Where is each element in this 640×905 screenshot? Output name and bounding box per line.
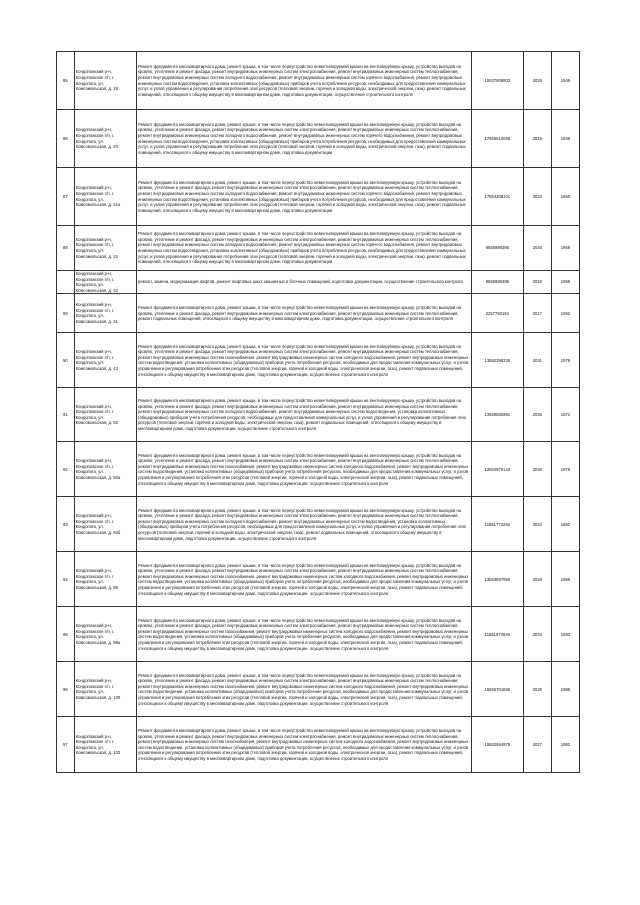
address-line: Кондопожское г/п, г. [75,74,115,80]
planned-year: 2019 [523,271,551,294]
works-description: Ремонт фундамента многоквартирного дома, ремонт крыши, в том числе переустройство невентилируемой крыши на вентилируемую крышу, устройство выходов на кровлю, утепление и ремонт фасада, ремонт внутридомовых инженерных систем электроснабжения, ремонт внутридомовых инженерных систем теплоснабжения, ремонт внутридомовых инженерных систем холодного водоснабжения, ремонт внутридомовых инженерных систем горячего водоснабжения, ремонт внутридомовых инженерных систем водоотведения, установка коллективных (общедомовых) приборов учета потребления ресурсов, необходимых для предоставления коммунальных услуг, и узлов управления и регулирования потребления этих ресурсов (тепловой энергии, горячей и холодной воды, электрической энергии, газа), ремонт подвальных помещений, относящихся к общему имуществу в многоквартирном доме, подготовка документации [137,226,472,271]
row-number: 93 [57,497,75,552]
build-year: 1950 [551,168,579,226]
row-number: 96 [57,662,75,717]
build-year: 1952 [551,294,579,333]
planned-year: 2019 [523,110,551,168]
row-number: 85 [57,52,75,110]
planned-year: 2023 [523,168,551,226]
works-description: ремонт, замена, модернизация лифтов, ремонт лифтовых шахт, машинных и блочных помещений, подготовка документации, осуществление строительного контроля [137,271,472,294]
address-line: Кондопожский р-н, [75,271,112,276]
cost-value: 15552994979 [471,717,523,773]
repair-program-table [56,51,580,773]
works-description: Ремонт фундамента многоквартирного дома, ремонт крыши, в том числе переустройство невентилируемой крыши на вентилируемую крышу, устройство выходов на кровлю, утепление и ремонт фасада, ремонт внутридомовых инженерных систем электроснабжения, ремонт внутридомовых инженерных систем теплоснабжения, ремонт внутридомовых инженерных систем холодного водоснабжения, ремонт внутридомовых инженерных систем горячего водоснабжения, ремонт внутридомовых инженерных систем водоотведения, установка коллективных (общедомовых) приборов учета потребления ресурсов, необходимых для предоставления коммунальных услуг, и узлов управления и регулирования потребления этих ресурсов (тепловой энергии, горячей и холодной воды, электрической энергии, газа), ремонт подвальных помещений, относящихся к общему имуществу в многоквартирном доме, подготовка документации [137,110,472,168]
cost-value: 11551773256 [471,497,523,552]
address-line: Кондопога, ул. [75,414,104,420]
address-line: Комсомольская, д. 31 [75,318,118,324]
row-number: 97 [57,717,75,773]
cost-value: 13553887955 [471,552,523,607]
planned-year: 2034 [523,497,551,552]
table-row [57,168,580,226]
address-line: Кондопога, ул. [75,744,104,750]
address-line: Кондопожский р-н, [75,349,112,355]
address-line: Кондопога, ул. [75,196,104,202]
row-number: 86 [57,110,75,168]
address-line: Кондопожское г/п, г. [75,628,115,634]
table-row [57,442,580,497]
table-row [57,226,580,271]
row-number: 91 [57,388,75,442]
table-body [57,52,580,773]
address-line: Кондопога, ул. [75,138,104,144]
row-number: 95 [57,607,75,662]
cost-value: 13592398236 [471,333,523,388]
cost-value: 15537908803 [471,52,523,110]
address-line: Кондопога, ул. [75,579,104,585]
build-year: 1959 [551,552,579,607]
address-line: Комсомольская, д. 20 [75,144,118,150]
address-line: Кондопога, ул. [75,360,104,366]
address-cell [74,388,136,442]
address-line: Кондопожский р-н, [75,403,112,409]
build-year: 1983 [551,607,579,662]
row-number: 88 [57,226,75,271]
table-row [57,717,580,773]
address-line: Комсомольская, д. 102 [75,750,121,756]
works-description: Ремонт фундамента многоквартирного дома, ремонт крыши, в том числе переустройство невентилируемой крыши на вентилируемую крышу, устройство выходов на кровлю, утепление и ремонт фасада, ремонт внутридомовых инженерных систем электроснабжения, ремонт внутридомовых инженерных систем теплоснабжения, ремонт внутридомовых инженерных систем газоснабжения, ремонт внутридомовых инженерных систем холодного водоснабжения, ремонт внутридомовых инженерных систем водоотведения, установка коллективных (общедомовых) приборов учета потребления ресурсов, необходимых для предоставления коммунальных услуг, и узлов управления и регулирования потребления этих ресурсов (тепловой энергии, горячей и холодной воды, электрической энергии, газа), ремонт подвальных помещений, относящихся к общему имуществу в многоквартирном доме, подготовка документации, осуществление строительного контроля [137,662,472,717]
address-cell [74,226,136,271]
row-number [57,271,75,294]
row-number: 87 [57,168,75,226]
address-line: Кондопога, ул. [75,248,104,253]
address-line: Комсомольская, д. 92б [75,529,121,535]
address-line: Кондопога, ул. [75,689,104,695]
build-year: 1959 [551,226,579,271]
address-line: Кондопожский р-н, [75,513,112,519]
address-line: Комсомольская, д. 22 [75,287,118,293]
address-line: Комсомольская, д. 92а [75,474,121,480]
cost-value: 13562978143 [471,442,523,497]
address-cell [74,662,136,717]
address-cell [74,168,136,226]
table-row [57,52,580,110]
table-row [57,333,580,388]
address-line: Кондопожское г/п, г. [75,409,115,415]
build-year: 1949 [551,52,579,110]
address-cell [74,110,136,168]
row-number: 94 [57,552,75,607]
works-description: Ремонт фундамента многоквартирного дома, ремонт крыши, в том числе переустройство невентилируемой крыши на вентилируемую крышу, устройство выходов на кровлю, утепление и ремонт фасада, ремонт внутридомовых инженерных систем электроснабжения, ремонт внутридомовых инженерных систем теплоснабжения, ремонт внутридомовых инженерных систем газоснабжения, ремонт внутридомовых инженерных систем холодного водоснабжения, ремонт внутридомовых инженерных систем водоотведения, установка коллективных (общедомовых) приборов учета потребления ресурсов, необходимых для предоставления коммунальных услуг, и узлов управления и регулирования потребления этих ресурсов (тепловой энергии, горячей и холодной воды, электрической энергии, газа), ремонт подвальных помещений, относящихся к общему имуществу в многоквартирном доме, подготовка документации, осуществление строительного контроля [137,333,472,388]
build-year: 1959 [551,271,579,294]
address-line: Кондопога, ул. [75,634,104,640]
planned-year: 2026 [523,52,551,110]
address-cell [74,717,136,773]
build-year: 1948 [551,110,579,168]
cost-value: 15555701865 [471,662,523,717]
address-line: Кондопожское г/п, г. [75,276,115,282]
address-line: Кондопожский р-н, [75,302,112,308]
address-line: Комсомольская, д. 21а [75,202,121,208]
planned-year: 2027 [523,717,551,773]
cost-value: 17554208101 [471,168,523,226]
table-row [57,497,580,552]
address-line: Кондопожский р-н, [75,458,112,464]
works-description: Ремонт фундамента многоквартирного дома, ремонт крыши, в том числе переустройство невентилируемой крыши на вентилируемую крышу, устройство выходов на кровлю, утепление и ремонт фасада, ремонт внутридомовых инженерных систем электроснабжения, ремонт внутридомовых инженерных систем теплоснабжения, ремонт внутридомовых инженерных систем холодного водоснабжения, ремонт внутридомовых инженерных систем водоотведения, установка коллективных (общедомовых) приборов учета потребления ресурсов, необходимых для предоставления коммунальных услуг, и узлов управления и регулирования потребления этих ресурсов (тепловой энергии, горячей и холодной воды, электрической энергии, газа), ремонт подвальных помещений, относящихся к общему имуществу в многоквартирном доме, подготовка документации, осуществление строительного контроля [137,497,472,552]
address-line: Кондопожский р-н, [75,623,112,629]
works-description: Ремонт фундамента многоквартирного дома, ремонт крыши, в том числе переустройство невентилируемой крыши на вентилируемую крышу, устройство выходов на кровлю, утепление и ремонт фасада, ремонт внутридомовых инженерных систем электроснабжения, ремонт внутридомовых инженерных систем теплоснабжения, ремонт внутридомовых инженерных систем газоснабжения, ремонт внутридомовых инженерных систем холодного водоснабжения, ремонт внутридомовых инженерных систем водоотведения, установка коллективных (общедомовых) приборов учета потребления ресурсов, необходимых для предоставления коммунальных услуг, и узлов управления и регулирования потребления этих ресурсов (тепловой энергии, горячей и холодной воды, электрической энергии, газа), ремонт подвальных помещений, относящихся к общему имуществу в многоквартирном доме, подготовка документации, осуществление строительного контроля [137,442,472,497]
works-description: Ремонт фундамента многоквартирного дома, ремонт крыши, в том числе переустройство невентилируемой крыши на вентилируемую крышу, устройство выходов на кровлю, утепление и ремонт фасада, ремонт внутридомовых инженерных систем электроснабжения, ремонт внутридомовых инженерных систем теплоснабжения, ремонт внутридомовых инженерных систем газоснабжения, ремонт внутридомовых инженерных систем холодного водоснабжения, ремонт внутридомовых инженерных систем водоотведения, установка коллективных (общедомовых) приборов учета потребления ресурсов, необходимых для предоставления коммунальных услуг, и узлов управления и регулирования потребления этих ресурсов (тепловой энергии, горячей и холодной воды, электрической энергии, газа), ремонт подвальных помещений, относящихся к общему имуществу в многоквартирном доме, подготовка документации, осуществление строительного контроля [137,607,472,662]
planned-year: 2034 [523,607,551,662]
address-line: Кондопожский р-н, [75,69,112,75]
address-line: Кондопожское г/п, г. [75,242,115,248]
address-line: Комсомольская, д. 22 [75,253,118,259]
address-line: Кондопожское г/п, г. [75,307,115,313]
address-line: Кондопога, ул. [75,80,104,86]
build-year: 1983 [551,717,579,773]
build-year: 1985 [551,662,579,717]
planned-year: 2040 [523,226,551,271]
address-line: Кондопога, ул. [75,469,104,475]
address-line: Кондопожский р-н, [75,568,112,574]
address-line: Кондопога, ул. [75,524,104,530]
works-description: Ремонт фундамента многоквартирного дома, ремонт крыши, в том числе переустройство невентилируемой крыши на вентилируемую крышу, устройство выходов на кровлю, утепление и ремонт фасада, ремонт внутридомовых инженерных систем электроснабжения, ремонт внутридомовых инженерных систем теплоснабжения, ремонт подвальных помещений, относящихся к общему имуществу в многоквартирном доме, подготовка документации, осуществление строительного контроля [137,294,472,333]
works-description: Ремонт фундамента многоквартирного дома, ремонт крыши, в том числе переустройство невентилируемой крыши на вентилируемую крышу, устройство выходов на кровлю, утепление и ремонт фасада, ремонт внутридомовых инженерных систем электроснабжения, ремонт внутридомовых инженерных систем теплоснабжения, ремонт внутридомовых инженерных систем холодного водоснабжения, ремонт внутридомовых инженерных систем водоотведения, установка коллективных (общедомовых) приборов учета потребления ресурсов, необходимых для предоставления коммунальных услуг, и узлов управления и регулирования потребления этих ресурсов (тепловой энергии, горячей и холодной воды, электрической энергии, газа), ремонт подвальных помещений, относящихся к общему имуществу в многоквартирном доме, подготовка документации, осуществление строительного контроля [137,388,472,442]
works-description: Ремонт фундамента многоквартирного дома, ремонт крыши, в том числе переустройство невентилируемой крыши на вентилируемую крышу, устройство выходов на кровлю, утепление и ремонт фасада, ремонт внутридомовых инженерных систем электроснабжения, ремонт внутридомовых инженерных систем теплоснабжения, ремонт внутридомовых инженерных систем газоснабжения, ремонт внутридомовых инженерных систем холодного водоснабжения, ремонт внутридомовых инженерных систем водоотведения, установка коллективных (общедомовых) приборов учета потребления ресурсов, необходимых для предоставления коммунальных услуг, и узлов управления и регулирования потребления этих ресурсов (тепловой энергии, горячей и холодной воды, электрической энергии, газа), ремонт подвальных помещений, относящихся к общему имуществу в многоквартирном доме, подготовка документации, осуществление строительного контроля [137,717,472,773]
address-line: Кондопожское г/п, г. [75,683,115,689]
address-line: Кондопожское г/п, г. [75,518,115,524]
address-line: Комсомольская, д. 98а [75,639,121,645]
table-row [57,607,580,662]
address-line: Комсомольская, д. 100 [75,694,121,700]
address-cell [74,52,136,110]
address-cell [74,497,136,552]
address-line: Кондопожский р-н, [75,127,112,133]
address-cell [74,442,136,497]
works-description: Ремонт фундамента многоквартирного дома, ремонт крыши, в том числе переустройство невентилируемой крыши на вентилируемую крышу, устройство выходов на кровлю, утепление и ремонт фасада, ремонт внутридомовых инженерных систем электроснабжения, ремонт внутридомовых инженерных систем теплоснабжения, ремонт внутридомовых инженерных систем холодного водоснабжения, ремонт внутридомовых инженерных систем горячего водоснабжения, ремонт внутридомовых инженерных систем водоотведения, установка коллективных (общедомовых) приборов учета потребления ресурсов, необходимых для предоставления коммунальных услуг, и узлов управления и регулирования потребления этих ресурсов (тепловой энергии, горячей и холодной воды, электрической энергии, газа), ремонт подвальных помещений, относящихся к общему имуществу в многоквартирном доме, подготовка документации [137,168,472,226]
address-line: Кондопожское г/п, г. [75,132,115,138]
address-line: Комсомольская, д. 18 [75,86,118,92]
address-cell [74,607,136,662]
row-number: 92 [57,442,75,497]
table-row [57,552,580,607]
cost-value: 2257760164 [471,294,523,333]
address-line: Комсомольская, д. 92 [75,420,118,426]
table-row [57,662,580,717]
row-number: 89 [57,294,75,333]
build-year: 1982 [551,497,579,552]
address-line: Кондопожский р-н, [75,678,112,684]
table-row [57,388,580,442]
planned-year: 2026 [523,388,551,442]
address-cell [74,294,136,333]
planned-year: 2017 [523,294,551,333]
address-line: Кондопога, ул. [75,313,104,319]
address-line: Кондопожское г/п, г. [75,463,115,469]
table-row [57,110,580,168]
address-line: Кондопожский р-н, [75,236,112,242]
address-line: Кондопожское г/п, г. [75,354,115,360]
address-line: Кондопога, ул. [75,282,104,288]
cost-value: 13569882991 [471,388,523,442]
table-row [57,294,580,333]
row-number: 90 [57,333,75,388]
register-sheet [56,51,580,773]
planned-year: 2025 [523,662,551,717]
planned-year: 2031 [523,333,551,388]
cost-value: 9555989386 [471,271,523,294]
planned-year: 2030 [523,442,551,497]
address-line: Комсомольская, д. 98 [75,584,118,590]
address-line: Комсомольская, д. 43 [75,365,118,371]
address-cell [74,271,136,294]
address-line: Кондопожское г/п, г. [75,190,115,196]
address-line: Кондопожский р-н, [75,733,112,739]
address-line: Кондопожский р-н, [75,185,112,191]
build-year: 1978 [551,442,579,497]
cost-value: 9555989386 [471,226,523,271]
address-cell [74,333,136,388]
works-description: Ремонт фундамента многоквартирного дома, ремонт крыши, в том числе переустройство невентилируемой крыши на вентилируемую крышу, устройство выходов на кровлю, утепление и ремонт фасада, ремонт внутридомовых инженерных систем электроснабжения, ремонт внутридомовых инженерных систем теплоснабжения, ремонт внутридомовых инженерных систем холодного водоснабжения, ремонт внутридомовых инженерных систем горячего водоснабжения, ремонт внутридомовых инженерных систем водоотведения, установка коллективных (общедомовых) приборов учета потребления ресурсов, необходимых для предоставления коммунальных услуг, и узлов управления и регулирования потребления этих ресурсов (тепловой энергии, горячей и холодной воды, электрической энергии, газа), ремонт подвальных помещений, относящихся к общему имуществу в многоквартирном доме, подготовка документации, осуществление строительного контроля [137,52,472,110]
address-cell [74,552,136,607]
cost-value: 17655610068 [471,110,523,168]
build-year: 1971 [551,388,579,442]
build-year: 1978 [551,333,579,388]
address-line: Кондопожское г/п, г. [75,739,115,745]
planned-year: 2028 [523,552,551,607]
cost-value: 11551874949 [471,607,523,662]
works-description: Ремонт фундамента многоквартирного дома, ремонт крыши, в том числе переустройство невентилируемой крыши на вентилируемую крышу, устройство выходов на кровлю, утепление и ремонт фасада, ремонт внутридомовых инженерных систем электроснабжения, ремонт внутридомовых инженерных систем теплоснабжения, ремонт внутридомовых инженерных систем газоснабжения, ремонт внутридомовых инженерных систем холодного водоснабжения, ремонт внутридомовых инженерных систем водоотведения, установка коллективных (общедомовых) приборов учета потребления ресурсов, необходимых для предоставления коммунальных услуг, и узлов управления и регулирования потребления этих ресурсов (тепловой энергии, горячей и холодной воды, электрической энергии, газа), ремонт подвальных помещений, относящихся к общему имуществу в многоквартирном доме, подготовка документации, осуществление строительного контроля [137,552,472,607]
table-row [57,271,580,294]
address-line: Кондопожское г/п, г. [75,573,115,579]
